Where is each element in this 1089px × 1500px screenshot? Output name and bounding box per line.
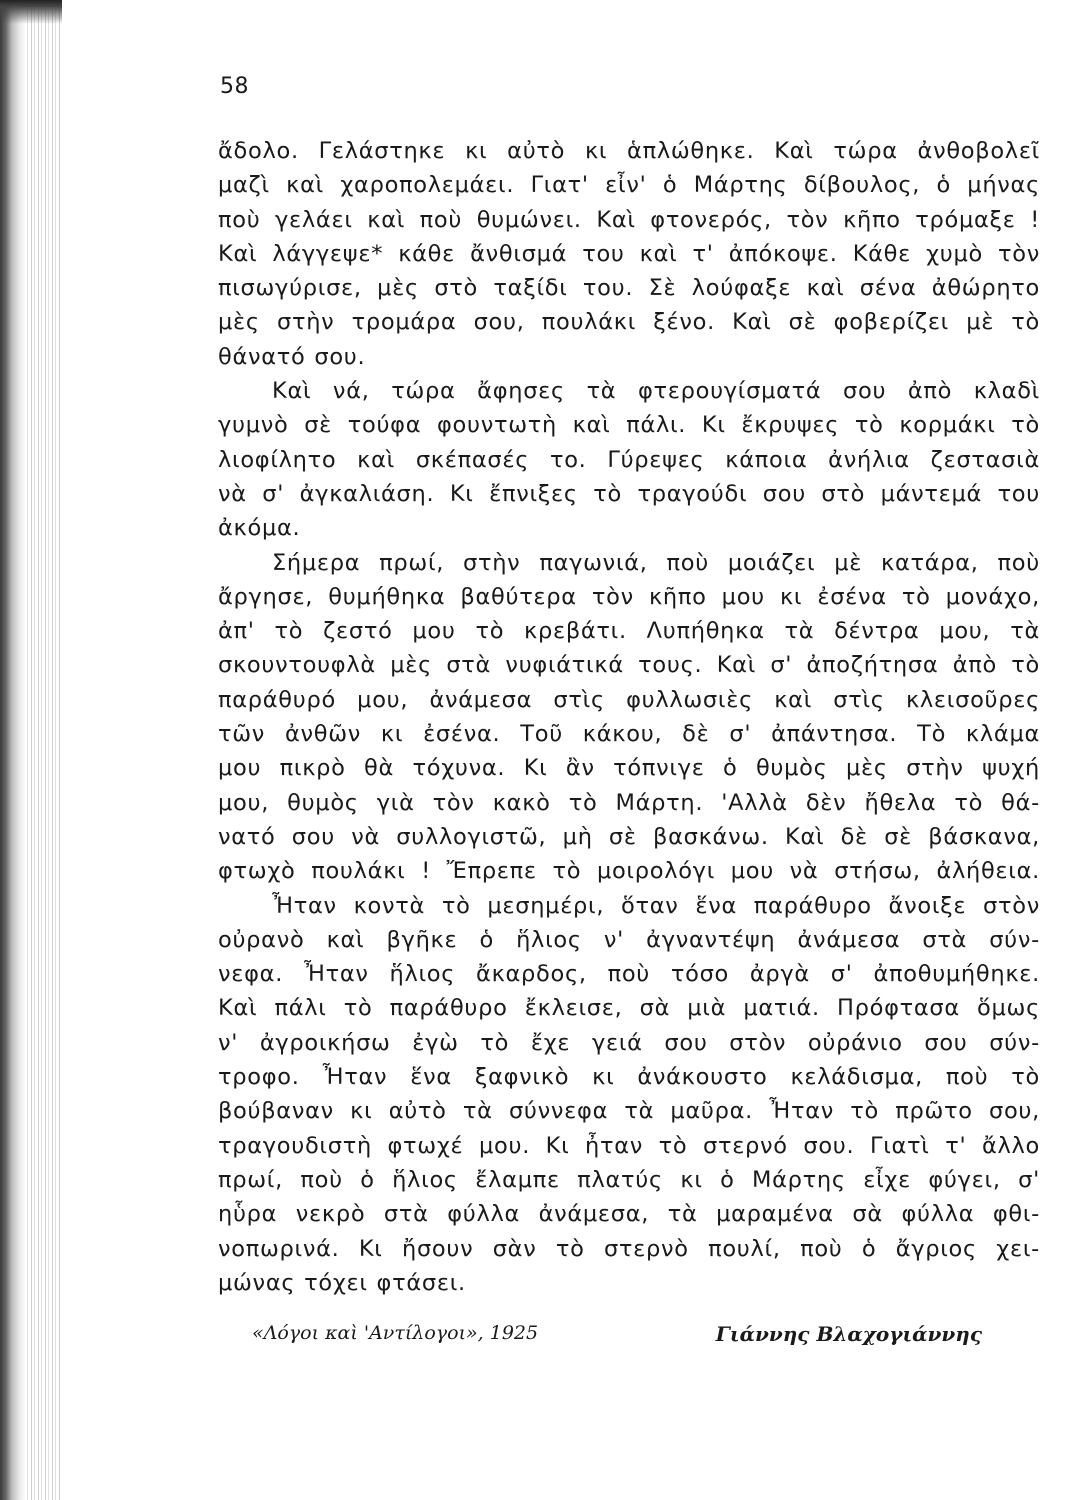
text-line: μώνας τόχει φτάσει. bbox=[218, 1269, 466, 1296]
text-line: οὐρανὸ καὶ βγῆκε ὁ ἥλιος ν' ἀγναντέψη ἀνάμεσα στὰ σύν- bbox=[218, 926, 1040, 953]
paragraph-1 bbox=[218, 134, 1040, 374]
author-name: Γιάννης Βλαχογιάννης bbox=[715, 1322, 982, 1346]
book-page-edge bbox=[0, 0, 62, 1500]
text-line: παράθυρό μου, ἀνάμεσα στὶς φυλλωσιὲς καὶ στὶς κλεισοῦρες bbox=[218, 686, 1040, 713]
text-line: μου, θυμὸς γιὰ τὸν κακὸ τὸ Μάρτη. 'Αλλὰ δὲν ἤθελα τὸ θά- bbox=[218, 789, 1040, 816]
text-line: θάνατό σου. bbox=[218, 343, 366, 370]
text-line: σκουντουφλὰ μὲς στὰ νυφιάτικά τους. Καὶ σ' ἀποζήτησα ἀπὸ τὸ bbox=[218, 652, 1040, 679]
text-line: βούβαναν κι αὐτὸ τὰ σύννεφα τὰ μαῦρα. Ἦταν τὸ πρῶτο σου, bbox=[218, 1098, 1040, 1125]
paragraph-3 bbox=[218, 546, 1040, 889]
text-line: μὲς στὴν τρομάρα σου, πουλάκι ξένο. Καὶ σὲ φοβερίζει μὲ τὸ bbox=[218, 309, 1040, 336]
paragraph-2 bbox=[218, 374, 1040, 545]
text-line: νεφα. Ἦταν ἥλιος ἄκαρδος, ποὺ τόσο ἀργὰ σ' ἀποθυμήθηκε. bbox=[218, 961, 1040, 988]
text-line: Καὶ πάλι τὸ παράθυρο ἔκλεισε, σὰ μιὰ ματιά. Πρόφτασα ὅμως bbox=[218, 995, 1040, 1022]
source-citation: «Λόγοι καὶ 'Αντίλογοι», 1925 bbox=[252, 1322, 539, 1344]
text-line: Ἦταν κοντὰ τὸ μεσημέρι, ὅταν ἕνα παράθυρο ἄνοιξε στὸν bbox=[272, 892, 1040, 919]
text-line: ἀκόμα. bbox=[218, 515, 301, 542]
text-line: νοπωρινά. Κι ἤσουν σὰν τὸ στερνὸ πουλί, ποὺ ὁ ἄγριος χει- bbox=[218, 1235, 1040, 1262]
text-line: Σήμερα πρωί, στὴν παγωνιά, ποὺ μοιάζει μὲ κατάρα, ποὺ bbox=[272, 549, 1040, 576]
text-line: μου πικρὸ θὰ τόχυνα. Κι ἂν τόπνιγε ὁ θυμὸς μὲς στὴν ψυχή bbox=[218, 755, 1040, 782]
text-line: ποὺ γελάει καὶ ποὺ θυμώνει. Καὶ φτονερός, τὸν κῆπο τρόμαξε ! bbox=[218, 206, 1040, 233]
page-number: 58 bbox=[220, 74, 249, 99]
text-line: πισωγύρισε, μὲς στὸ ταξίδι του. Σὲ λούφαξε καὶ σένα ἀθώρητο bbox=[218, 275, 1040, 302]
text-line: φτωχὸ πουλάκι ! Ἔπρεπε τὸ μοιρολόγι μου νὰ στήσω, ἀλήθεια. bbox=[218, 858, 1040, 885]
text-line: ν' ἀγροικήσω ἐγὼ τὸ ἔχε γειά σου στὸν οὐράνιο σου σύν- bbox=[218, 1029, 1040, 1056]
body-text bbox=[218, 134, 1040, 1300]
text-line: ἄδολο. Γελάστηκε κι αὐτὸ κι ἁπλώθηκε. Καὶ τώρα ἀνθοβολεῖ bbox=[218, 138, 1040, 164]
text-line: τραγουδιστὴ φτωχέ μου. Κι ἦταν τὸ στερνό σου. Γιατὶ τ' ἄλλο bbox=[218, 1132, 1040, 1159]
paragraph-4 bbox=[218, 889, 1040, 1301]
text-line: μαζὶ καὶ χαροπολεμάει. Γιατ' εἶν' ὁ Μάρτης δίβουλος, ὁ μήνας bbox=[218, 172, 1040, 199]
text-line: πρωί, ποὺ ὁ ἥλιος ἔλαμπε πλατύς κι ὁ Μάρτης εἶχε φύγει, σ' bbox=[218, 1166, 1040, 1193]
text-line: γυμνὸ σὲ τούφα φουντωτὴ καὶ πάλι. Κι ἔκρυψες τὸ κορμάκι τὸ bbox=[218, 412, 1040, 439]
text-line: τροφο. Ἦταν ἕνα ξαφνικὸ κι ἀνάκουστο κελάδισμα, ποὺ τὸ bbox=[218, 1064, 1040, 1091]
text-line: τῶν ἀνθῶν κι ἐσένα. Τοῦ κάκου, δὲ σ' ἀπάντησα. Τὸ κλάμα bbox=[218, 721, 1040, 748]
text-line: ἄργησε, θυμήθηκα βαθύτερα τὸν κῆπο μου κι ἐσένα τὸ μονάχο, bbox=[218, 583, 1040, 610]
text-line: νὰ σ' ἀγκαλιάση. Κι ἔπνιξες τὸ τραγούδι σου στὸ μάντεμά του bbox=[218, 480, 1040, 507]
text-line: νατό σου νὰ συλλογιστῶ, μὴ σὲ βασκάνω. Καὶ δὲ σὲ βάσκανα, bbox=[218, 823, 1040, 850]
text-line: Καὶ νά, τώρα ἄφησες τὰ φτερουγίσματά σου ἀπὸ κλαδὶ bbox=[272, 378, 1040, 405]
text-line: ηὗρα νεκρὸ στὰ φύλλα ἀνάμεσα, τὰ μαραμένα σὰ φύλλα φθι- bbox=[218, 1201, 1040, 1228]
text-line: ἀπ' τὸ ζεστό μου τὸ κρεβάτι. Λυπήθηκα τὰ δέντρα μου, τὰ bbox=[218, 618, 1040, 645]
text-line: Καὶ λάγγεψε* κάθε ἄνθισμά του καὶ τ' ἀπόκοψε. Κάθε χυμὸ τὸν bbox=[218, 240, 1040, 267]
text-line: λιοφίλητο καὶ σκέπασές το. Γύρεψες κάποια ἀνήλια ζεστασιὰ bbox=[218, 446, 1040, 473]
